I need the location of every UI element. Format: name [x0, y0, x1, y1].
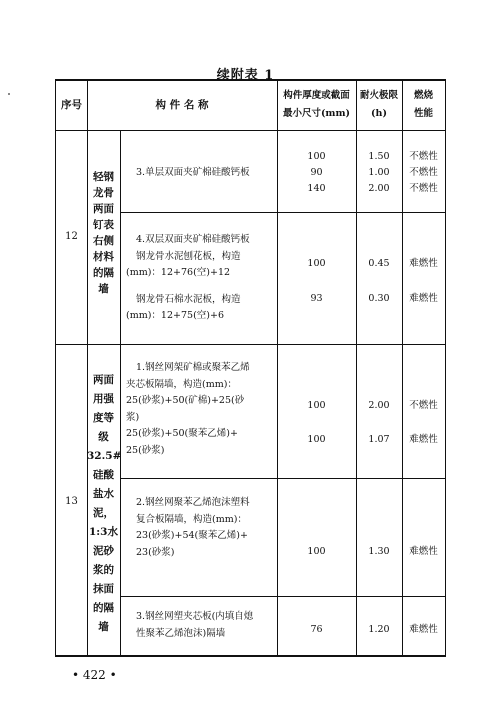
row12-item4-size-1: 100	[307, 258, 326, 269]
row12-item4-desc	[126, 232, 276, 325]
row12-category-line: 材料	[93, 251, 114, 263]
header-size-line2: 最小尺寸(mm)	[282, 108, 351, 119]
row13-category-line: 用强	[93, 393, 114, 405]
row12-category	[87, 169, 120, 297]
row13-category	[87, 371, 120, 637]
row12-item3-fire	[356, 149, 402, 197]
size-value: 140	[307, 183, 326, 194]
row13-item2-size: 100	[307, 546, 326, 557]
row13-category-line: 硅酸	[93, 469, 114, 481]
fire-resistance-table	[55, 79, 446, 657]
desc-line: 钢龙骨石棉水泥板，构造	[136, 293, 241, 305]
row12-item4-fire-2: 0.30	[368, 293, 390, 304]
row12-item4-burn-2: 难燃性	[409, 293, 438, 304]
row13-category-line: 32.5#	[87, 450, 122, 462]
row13-number: 13	[65, 496, 78, 507]
scan-speck	[8, 93, 10, 95]
row12-category-line: 的隔	[93, 267, 114, 279]
row13-item1-fire-1: 2.00	[368, 400, 390, 411]
row13-item1-size-2: 100	[307, 434, 326, 445]
row13-category-line: 1:3水	[89, 526, 118, 538]
row12-item3-sizes	[277, 149, 356, 197]
row13-item1-burn-1: 不燃性	[409, 400, 438, 411]
col-divider-category	[120, 130, 121, 655]
row13-category-line: 两面	[93, 374, 114, 386]
row13-item2-burn: 难燃性	[409, 546, 438, 557]
desc-line: 25(砂浆)+50(聚苯乙烯)+	[126, 428, 238, 439]
page-title: 续附表 1	[216, 68, 275, 83]
size-value: 90	[310, 167, 323, 178]
row13-item1-size-1: 100	[307, 400, 326, 411]
row12-item4-fire-1: 0.45	[368, 258, 390, 269]
desc-line: (mm)：12+76(空)+12	[126, 267, 231, 278]
desc-line: 3.钢丝网塑夹芯板(内填自熄	[136, 611, 254, 622]
row12-category-line: 轻钢	[93, 171, 114, 183]
desc-line: (mm)：12+75(空)+6	[126, 310, 224, 321]
row13-item2-fire: 1.30	[368, 546, 390, 557]
row12-item3-burn	[402, 149, 445, 197]
desc-line: 性聚苯乙烯泡沫)隔墙	[136, 627, 226, 639]
desc-line: 23(砂浆)	[136, 546, 175, 558]
desc-line: 2.钢丝网聚苯乙烯泡沫塑料	[136, 497, 250, 508]
fire-value: 1.00	[368, 167, 390, 178]
header-burn-line2: 性能	[413, 108, 433, 119]
header-fire-line2: (h)	[371, 108, 387, 119]
row13-category-line: 盐水	[93, 488, 114, 500]
row12-number: 12	[65, 231, 78, 242]
row12-category-line: 龙骨	[93, 187, 114, 199]
burn-value: 不燃性	[409, 183, 438, 194]
header-no: 序号	[61, 99, 82, 111]
row12-category-line: 钉表	[93, 219, 114, 231]
fire-value: 2.00	[368, 183, 390, 194]
fire-value: 1.50	[368, 151, 390, 162]
burn-value: 不燃性	[409, 151, 438, 162]
row12-item4-burn-1: 难燃性	[409, 258, 438, 269]
row13-item2-desc	[126, 495, 276, 561]
row13-item1-burn-2: 难燃性	[409, 434, 438, 445]
row13-item1-desc	[126, 360, 276, 459]
row13-category-line: 度等	[93, 412, 114, 424]
header-bottom-rule	[56, 130, 445, 131]
size-value: 100	[307, 151, 326, 162]
row13-item3-burn: 难燃性	[409, 624, 438, 635]
row13-category-line: 泥砂	[93, 545, 114, 557]
row12-item4-size-2: 93	[310, 293, 323, 304]
row13-category-line: 浆的	[93, 564, 114, 576]
row12-category-line: 墙	[98, 283, 109, 295]
desc-line: 浆)	[126, 411, 140, 423]
desc-line: 钢龙骨水泥刨花板，构造	[136, 250, 241, 262]
row13-item3-size: 76	[310, 624, 323, 635]
row13-category-line: 的隔	[93, 602, 114, 614]
row12-category-line: 两面	[93, 203, 114, 215]
row12-bottom-rule	[56, 344, 445, 345]
row13-item1-fire-2: 1.07	[368, 434, 390, 445]
header-size-line1: 构件厚度或截面	[283, 90, 350, 101]
row13-item-divider-1	[120, 478, 445, 479]
header-fire-line1: 耐火极限	[359, 90, 398, 101]
desc-line: 复合板隔墙，构造(mm)：	[136, 513, 247, 525]
row13-item-divider-2	[120, 596, 445, 597]
page-number: • 422 •	[72, 668, 117, 682]
row12-item3-desc: 3.单层双面夹矿棉硅酸钙板	[136, 167, 250, 178]
desc-line: 1.钢丝网架矿棉或聚苯乙烯	[136, 362, 250, 373]
row13-category-line: 泥，	[93, 507, 114, 519]
desc-line: 4.双层双面夹矿棉硅酸钙板	[136, 234, 250, 245]
row12-category-line: 右侧	[93, 235, 114, 247]
header-burn-line1: 燃烧	[413, 90, 433, 101]
row12-item-divider	[120, 212, 445, 213]
desc-line: 夹芯板隔墙，构造(mm)：	[126, 378, 237, 390]
row13-category-line: 墙	[98, 621, 109, 633]
desc-line: 25(砂浆)	[126, 444, 165, 456]
desc-line: 23(砂浆)+54(聚苯乙烯)+	[136, 530, 248, 541]
row13-category-line: 抹面	[93, 583, 114, 595]
header-component: 构 件 名 称	[155, 99, 209, 111]
row13-category-line: 级	[98, 431, 109, 443]
desc-line: 25(砂浆)+50(矿棉)+25(砂	[126, 395, 245, 406]
row13-item3-desc	[126, 609, 276, 642]
burn-value: 不燃性	[409, 167, 438, 178]
row13-item3-fire: 1.20	[368, 624, 390, 635]
